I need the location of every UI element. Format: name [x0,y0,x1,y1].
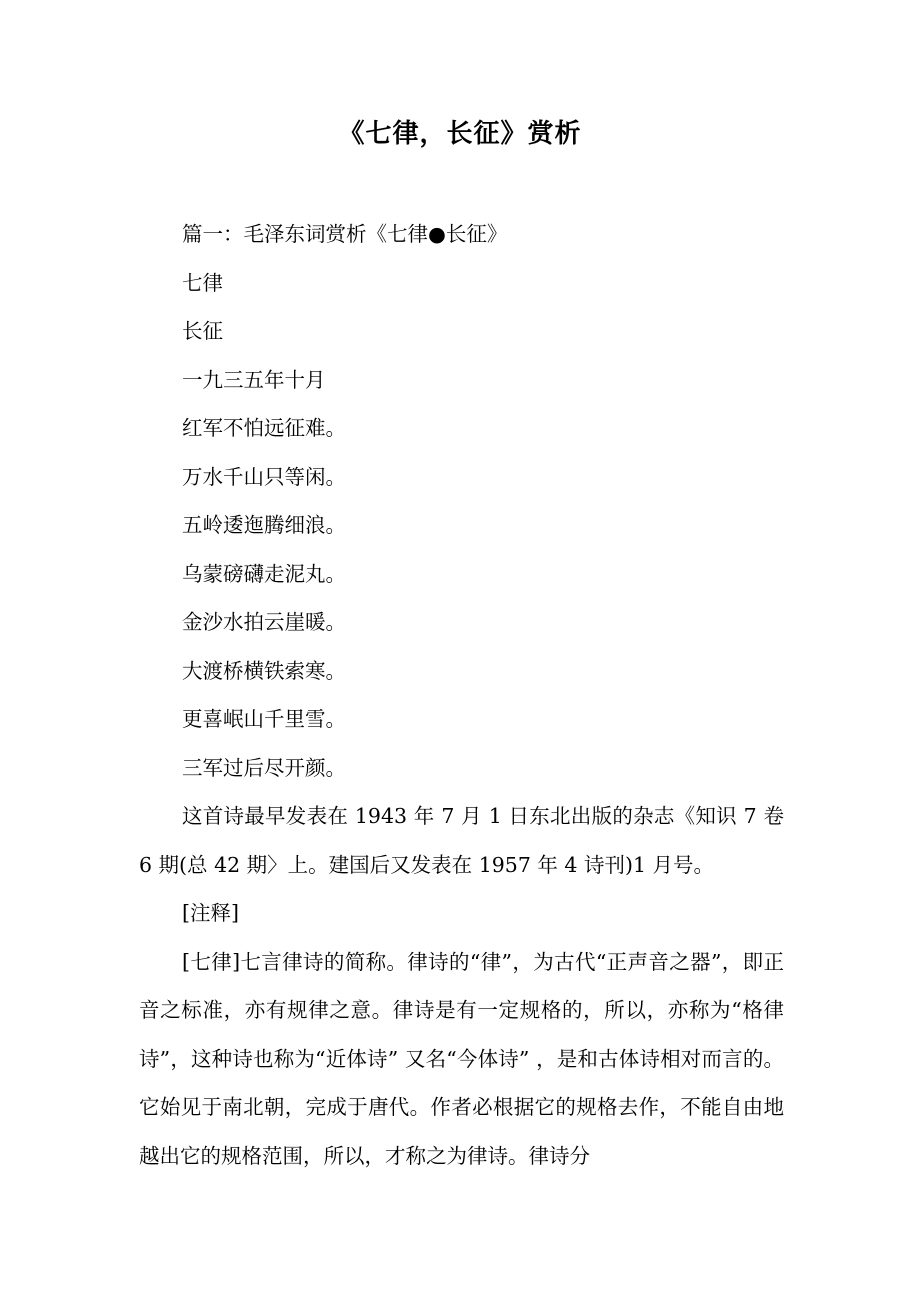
poem-line: 万水千山只等闲。 [182,464,346,489]
note-qilu: [七律]七言律诗的简称。律诗的“律”，为古代“正声音之器”，即正音之标准，亦有规律之意。律诗是有一定规格的，所以，亦称为“格律诗”，这种诗也称为“近体诗” 又名“今体诗” ，是和古体诗相对而言的。它始见于南北朝，完成于唐代。作者必根据它的规格去作，不能自由地越出它的规格范围，所以，才称之为律诗。律诗分 [139,949,784,1168]
poem-line: 乌蒙磅礴走泥丸。 [182,561,346,586]
poem-line: 大渡桥横铁索寒。 [182,658,346,683]
section-heading: 篇一：毛泽东词赏析《七律●长征》 [182,222,508,246]
notes-label: [注释] [182,901,239,925]
publication-note: 这首诗最早发表在 1943 年 7 月 1 日东北出版的杂志《知识 7 卷 6 期(总 42 期〉上。建国后又发表在 1957 年 4 诗刊)1 月号。 [139,804,784,877]
document-title: 《七律，长征》赏析 [338,119,582,149]
poem-line: 三军过后尽开颜。 [182,755,346,780]
poem-line: 金沙水拍云崖暖。 [182,610,346,634]
document-body [139,210,784,1180]
poem-form: 七律 [182,270,223,295]
poem-date: 一九三五年十月 [182,367,326,392]
poem-line: 更喜岷山千里雪。 [182,707,346,731]
poem-line: 红军不怕远征难。 [182,416,346,440]
poem-line: 五岭逶迤腾细浪。 [182,513,346,537]
poem-name: 长征 [182,319,223,343]
